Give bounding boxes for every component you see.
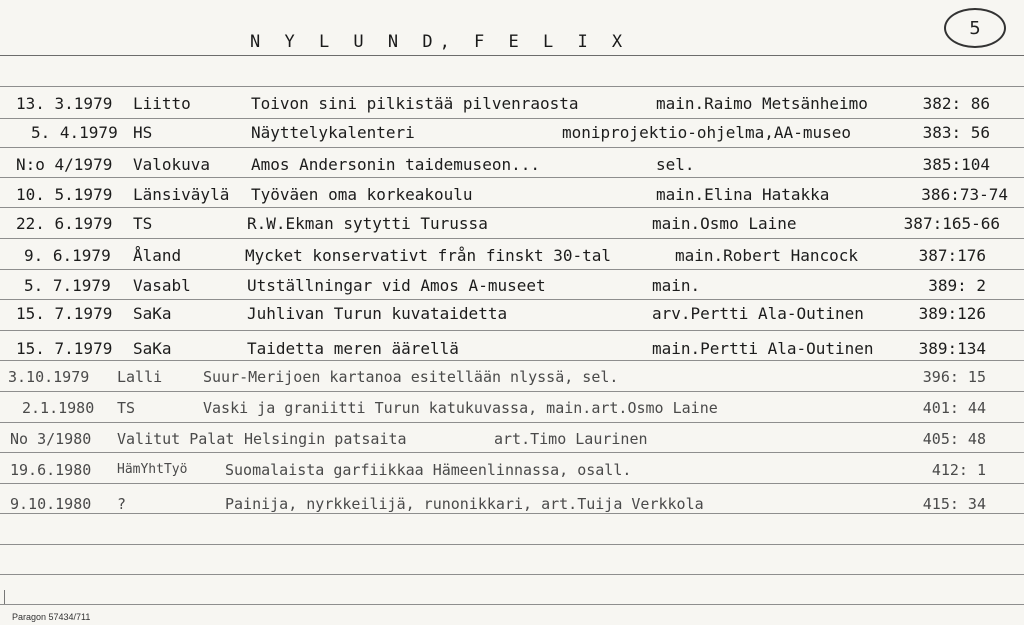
entry-date: 22. 6.1979 bbox=[16, 214, 113, 233]
entry-reference: 389: 2 bbox=[928, 276, 986, 295]
entry-author: moniprojektio-ohjelma,AA-museo bbox=[562, 123, 851, 142]
entry-source: Åland bbox=[133, 246, 182, 265]
entry-title: Mycket konservativt från finskt 30-tal bbox=[245, 246, 612, 265]
entry-author: main.Elina Hatakka bbox=[656, 185, 830, 204]
entry-reference: 401: 44 bbox=[922, 399, 986, 417]
rule-line bbox=[0, 330, 1024, 331]
rule-line bbox=[0, 238, 1024, 239]
rule-line bbox=[0, 55, 1024, 56]
entry-author: main.Raimo Metsänheimo bbox=[656, 94, 868, 113]
table-row bbox=[0, 367, 1024, 389]
entry-source: Länsiväylä bbox=[133, 185, 230, 204]
rule-line bbox=[0, 207, 1024, 208]
entry-title: Toivon sini pilkistää pilvenraosta bbox=[251, 94, 579, 113]
entry-author: main.Robert Hancock bbox=[675, 246, 859, 265]
entry-title: Työväen oma korkeakoulu bbox=[251, 185, 473, 204]
entry-title: Amos Andersonin taidemuseon... bbox=[251, 155, 540, 174]
entry-reference: 389:134 bbox=[918, 339, 986, 358]
entry-source: ? bbox=[117, 495, 127, 513]
rule-line bbox=[0, 604, 1024, 605]
rule-line bbox=[0, 544, 1024, 545]
entry-source: TS bbox=[133, 214, 153, 233]
margin-mark bbox=[4, 590, 5, 604]
entry-source: Liitto bbox=[133, 94, 191, 113]
entry-date: 15. 7.1979 bbox=[16, 339, 113, 358]
entry-reference: 387:176 bbox=[918, 246, 986, 265]
entry-date: No 3/1980 bbox=[10, 430, 92, 448]
entry-date: N:o 4/1979 bbox=[16, 155, 113, 174]
entry-date: 9. 6.1979 bbox=[24, 246, 111, 265]
table-row bbox=[0, 276, 1024, 298]
entry-source: Valitut Palat bbox=[117, 430, 235, 448]
entry-reference: 389:126 bbox=[918, 304, 986, 323]
rule-line bbox=[0, 86, 1024, 87]
entry-title: Suomalaista garfiikkaa Hämeenlinnassa, osall. bbox=[225, 461, 632, 479]
entry-author: main. bbox=[652, 276, 701, 295]
entry-author: main.Osmo Laine bbox=[652, 214, 797, 233]
rule-line bbox=[0, 422, 1024, 423]
table-row bbox=[0, 398, 1024, 420]
entry-source: HämYhtTyö bbox=[117, 462, 188, 477]
rule-line bbox=[0, 118, 1024, 119]
rule-line bbox=[0, 483, 1024, 484]
rule-line bbox=[0, 452, 1024, 453]
table-row bbox=[0, 155, 1024, 177]
entry-source: Valokuva bbox=[133, 155, 211, 174]
rule-line bbox=[0, 177, 1024, 178]
card-title: N Y L U N D, F E L I X bbox=[250, 32, 630, 52]
rule-line bbox=[0, 299, 1024, 300]
table-row bbox=[0, 185, 1024, 207]
entry-source: SaKa bbox=[133, 339, 172, 358]
entry-source: Vasabl bbox=[133, 276, 191, 295]
table-row bbox=[0, 460, 1024, 482]
table-row bbox=[0, 123, 1024, 145]
entry-date: 9.10.1980 bbox=[10, 495, 92, 513]
table-row bbox=[0, 304, 1024, 326]
entry-source: Lalli bbox=[117, 368, 163, 386]
entry-source: TS bbox=[117, 399, 136, 417]
rule-line bbox=[0, 269, 1024, 270]
entry-reference: 385:104 bbox=[922, 155, 990, 174]
entry-title: Suur-Merijoen kartanoa esitellään nlyssä, sel. bbox=[203, 368, 619, 386]
entry-reference: 405: 48 bbox=[922, 430, 986, 448]
entry-title: Utställningar vid Amos A-museet bbox=[247, 276, 546, 295]
entry-source: HS bbox=[133, 123, 153, 142]
entry-title: Painija, nyrkkeilijä, runonikkari, art.Tuija Verkkola bbox=[225, 495, 704, 513]
entry-date: 15. 7.1979 bbox=[16, 304, 113, 323]
rule-line bbox=[0, 391, 1024, 392]
entry-reference: 387:165-66 bbox=[903, 214, 1000, 233]
table-row bbox=[0, 494, 1024, 516]
entry-title: R.W.Ekman sytytti Turussa bbox=[247, 214, 488, 233]
entry-date: 2.1.1980 bbox=[22, 399, 95, 417]
entry-reference: 386:73-74 bbox=[921, 185, 1008, 204]
rule-line bbox=[0, 147, 1024, 148]
table-row bbox=[0, 339, 1024, 361]
entry-date: 19.6.1980 bbox=[10, 461, 92, 479]
entry-reference: 412: 1 bbox=[931, 461, 986, 479]
entry-author: art.Timo Laurinen bbox=[494, 430, 648, 448]
entry-title: Helsingin patsaita bbox=[244, 430, 407, 448]
entry-reference: 383: 56 bbox=[922, 123, 990, 142]
printer-imprint: Paragon 57434/711 bbox=[12, 612, 91, 622]
entry-title: Näyttelykalenteri bbox=[251, 123, 415, 142]
entry-date: 3.10.1979 bbox=[8, 368, 90, 386]
entry-title: Juhlivan Turun kuvataidetta bbox=[247, 304, 508, 323]
entry-date: 13. 3.1979 bbox=[16, 94, 113, 113]
table-row bbox=[0, 214, 1024, 236]
table-row bbox=[0, 429, 1024, 451]
entry-date: 10. 5.1979 bbox=[16, 185, 113, 204]
entry-source: SaKa bbox=[133, 304, 172, 323]
rule-line bbox=[0, 574, 1024, 575]
entry-reference: 396: 15 bbox=[922, 368, 986, 386]
entry-author: sel. bbox=[656, 155, 695, 174]
table-row bbox=[0, 94, 1024, 116]
entry-title: Taidetta meren äärellä bbox=[247, 339, 459, 358]
card-number-badge: 5 bbox=[944, 8, 1006, 48]
entry-date: 5. 4.1979 bbox=[31, 123, 118, 142]
entry-author: main.Pertti Ala-Outinen bbox=[652, 339, 874, 358]
table-row bbox=[0, 246, 1024, 268]
entry-author: arv.Pertti Ala-Outinen bbox=[652, 304, 864, 323]
entry-reference: 382: 86 bbox=[922, 94, 990, 113]
entry-date: 5. 7.1979 bbox=[24, 276, 111, 295]
entry-title: Vaski ja graniitti Turun katukuvassa, main.art.Osmo Laine bbox=[203, 399, 718, 417]
entry-reference: 415: 34 bbox=[922, 495, 986, 513]
